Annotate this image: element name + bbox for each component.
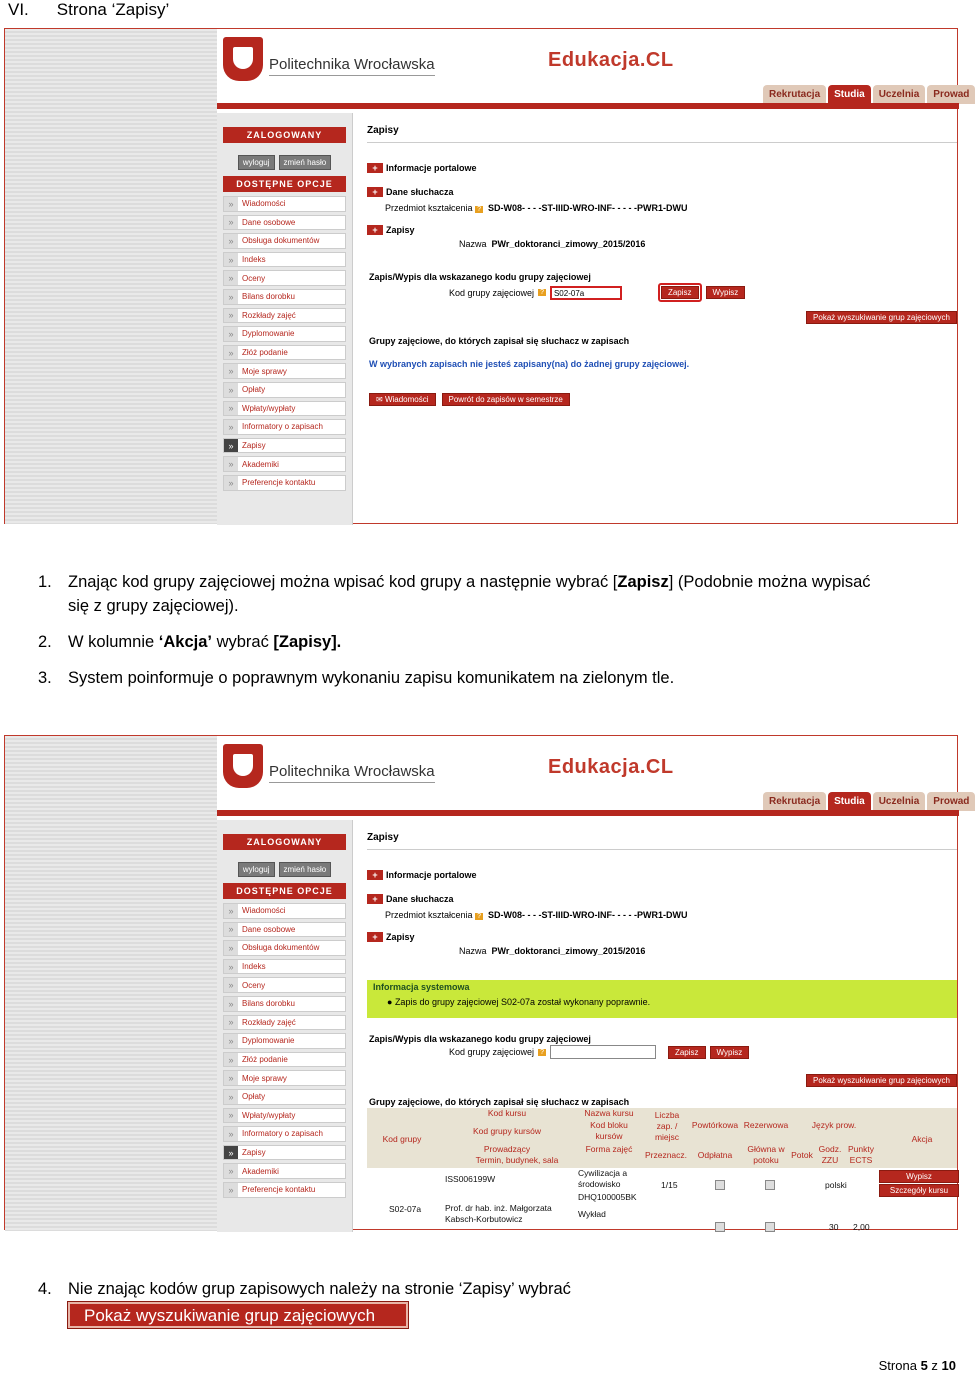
change-password-button[interactable]: zmień hasło xyxy=(279,862,332,877)
page-footer: Strona 5 z 10 xyxy=(878,1358,956,1373)
sidebar-item[interactable]: » Informatory o zapisach xyxy=(223,1126,346,1142)
th-punkty: Punkty ECTS xyxy=(848,1144,874,1165)
chevron-right-icon: » xyxy=(224,1183,238,1197)
current-page: 5 xyxy=(920,1358,928,1373)
page-title: Zapisy xyxy=(367,832,399,843)
show-search-link[interactable]: Pokaż wyszukiwanie grup zajęciowych xyxy=(806,311,957,324)
chevron-right-icon: » xyxy=(224,420,238,434)
sidebar-item[interactable]: » Akademiki xyxy=(223,1163,346,1179)
th-nazwa-kursu: Nazwa kursu xyxy=(584,1108,634,1118)
divider xyxy=(367,142,957,143)
tab-uczelnia[interactable]: Uczelnia xyxy=(873,85,926,104)
header-divider xyxy=(217,103,959,109)
code-row: Kod grupy zajęciowej ? S02-07a Zapisz Wypisz xyxy=(449,283,745,302)
td-prowadzacy: Prof. dr hab. inż. Małgorzata Kabsch-Korbutowicz xyxy=(445,1203,552,1224)
chevron-right-icon: » xyxy=(224,923,238,937)
change-password-button[interactable]: zmień hasło xyxy=(279,155,332,170)
plus-icon: + xyxy=(367,163,383,173)
groups-table-header xyxy=(367,1108,957,1168)
chevron-right-icon: » xyxy=(224,197,238,211)
help-icon: ? xyxy=(540,1048,544,1056)
plus-icon: + xyxy=(367,932,383,942)
wypisz-button[interactable]: Wypisz xyxy=(706,286,746,299)
step-1: 1. Znając kod grupy zajęciowej można wpisać kod grupy a następnie wybrać [Zapisz] (Podobnie można wypisać się z grupy zajęciowej). xyxy=(38,573,871,615)
step-3: 3. System poinformuje o poprawnym wykonaniu zapisu komunikatem na zielonym tle. xyxy=(38,669,675,687)
tab-rekrutacja[interactable]: Rekrutacja xyxy=(763,792,826,811)
options-header: DOSTĘPNE OPCJE xyxy=(223,883,346,899)
system-info-message: ● Zapis do grupy zajęciowej S02-07a został wykonany poprawnie. xyxy=(387,997,651,1007)
show-search-link[interactable]: Pokaż wyszukiwanie grup zajęciowych xyxy=(806,1074,957,1087)
help-icon: ? xyxy=(540,289,544,296)
program-row: Przedmiot kształcenia ? SD-W08- - - -ST-IIID-WRO-INF- - - - -PWR1-DWU xyxy=(385,910,688,920)
sidebar-item[interactable]: » Wiadomości xyxy=(223,196,346,212)
sidebar-item[interactable]: » Bilans dorobku xyxy=(223,996,346,1012)
sidebar-item[interactable]: » Oceny xyxy=(223,977,346,993)
left-pattern xyxy=(5,29,217,524)
portal-info-section[interactable]: + Informacje portalowe xyxy=(367,163,957,173)
sidebar-item[interactable]: » Wpłaty/wypłaty xyxy=(223,1108,346,1124)
chevron-right-icon: » xyxy=(224,1090,238,1104)
sidebar-item[interactable]: » Indeks xyxy=(223,252,346,268)
td-jezyk: polski xyxy=(825,1180,847,1190)
chevron-right-icon: » xyxy=(224,216,238,230)
system-info-title: Informacja systemowa xyxy=(373,982,470,992)
sidebar-item[interactable]: » Moje sprawy xyxy=(223,1070,346,1086)
section-heading xyxy=(8,0,169,20)
zapisz-highlight xyxy=(658,283,702,302)
crest-icon xyxy=(223,37,263,81)
tab-rekrutacja[interactable]: Rekrutacja xyxy=(763,85,826,104)
messages-button[interactable]: ✉ Wiadomości xyxy=(369,393,436,406)
sidebar-item[interactable]: » Dane osobowe xyxy=(223,215,346,231)
chevron-right-icon: » xyxy=(224,960,238,974)
sidebar xyxy=(217,820,353,1232)
code-row: Kod grupy zajęciowej ? Zapisz Wypisz xyxy=(449,1045,749,1059)
signup-title: Zapis/Wypis dla wskazanego kodu grupy zajęciowej xyxy=(369,1034,591,1044)
zapisz-button[interactable]: Zapisz xyxy=(661,286,699,299)
chevron-right-icon: » xyxy=(224,439,238,453)
group-code-input[interactable] xyxy=(550,1045,656,1059)
screenshot-zapisy-after xyxy=(4,735,970,1232)
sidebar-item[interactable]: » Preferencje kontaktu xyxy=(223,475,346,491)
chevron-right-icon: » xyxy=(224,1016,238,1030)
step-4: 4. Nie znając kodów grup zapisowych należy na stronie ‘Zapisy’ wybrać xyxy=(38,1280,571,1298)
name-row: Nazwa PWr_doktoranci_zimowy_2015/2016 xyxy=(459,946,646,956)
sidebar-item[interactable]: » Indeks xyxy=(223,959,346,975)
chevron-right-icon: » xyxy=(224,1164,238,1178)
show-search-big-button[interactable]: Pokaż wyszukiwanie grup zajęciowych xyxy=(68,1302,408,1328)
td-nazwa-kursu: Cywilizacja a środowisko xyxy=(578,1168,628,1189)
chevron-right-icon: » xyxy=(224,402,238,416)
main-content xyxy=(361,115,957,523)
th-przeznacz: Przeznacz. xyxy=(644,1150,688,1160)
th-kod-grupy-kursow: Kod grupy kursów xyxy=(472,1126,542,1136)
chevron-right-icon: » xyxy=(224,253,238,267)
chevron-right-icon: » xyxy=(224,234,238,248)
system-info-box xyxy=(367,980,957,1018)
chevron-right-icon: » xyxy=(224,346,238,360)
logout-button[interactable]: wyloguj xyxy=(238,155,275,170)
td-kod-kursu: ISS006199W xyxy=(445,1174,496,1184)
section-number: VI. xyxy=(8,0,29,19)
chevron-right-icon: » xyxy=(224,997,238,1011)
step-2: 2. W kolumnie ‘Akcja’ wybrać [Zapisy]. xyxy=(38,633,342,651)
sidebar-item-zapisy[interactable]: » Zapisy xyxy=(223,438,346,454)
header-divider xyxy=(217,810,959,816)
checkbox-powtorkowa xyxy=(715,1180,725,1190)
chevron-right-icon: » xyxy=(224,457,238,471)
options-header: DOSTĘPNE OPCJE xyxy=(223,176,346,192)
chevron-right-icon: » xyxy=(224,290,238,304)
sidebar-item[interactable]: » Dyplomowanie xyxy=(223,1033,346,1049)
chevron-right-icon: » xyxy=(224,476,238,490)
logout-button[interactable]: wyloguj xyxy=(238,862,275,877)
university-logo xyxy=(223,37,435,81)
back-button[interactable]: Powrót do zapisów w semestrze xyxy=(442,393,570,406)
td-kod-grupy: S02-07a xyxy=(389,1204,422,1214)
th-potok: Potok xyxy=(791,1150,813,1160)
td-godz: 30 xyxy=(829,1222,839,1232)
sidebar-item[interactable]: » Informatory o zapisach xyxy=(223,419,346,435)
th-rezerwowa: Rezerwowa xyxy=(743,1120,789,1130)
student-data-section[interactable]: + Dane słuchacza xyxy=(367,894,957,904)
section-title: Strona ‘Zapisy’ xyxy=(56,0,170,19)
divider xyxy=(367,849,957,850)
wypisz-row-button[interactable]: Wypisz xyxy=(879,1170,959,1183)
tab-prowad[interactable]: Prowad xyxy=(927,792,975,811)
chevron-right-icon: » xyxy=(224,327,238,341)
chevron-right-icon: » xyxy=(224,1109,238,1123)
sidebar-item[interactable]: » Moje sprawy xyxy=(223,363,346,379)
bottom-buttons xyxy=(369,393,570,406)
th-odplatna: Odpłatna xyxy=(697,1150,733,1160)
td-punkty: 2,00 xyxy=(853,1222,870,1232)
th-jezyk: Język prow. xyxy=(811,1120,857,1130)
portal-info-section[interactable]: + Informacje portalowe xyxy=(367,870,957,880)
sidebar-item[interactable]: » Wpłaty/wypłaty xyxy=(223,401,346,417)
th-glowna: Główna w potoku xyxy=(747,1144,785,1165)
student-data-section[interactable]: + Dane słuchacza xyxy=(367,187,957,197)
sidebar-item[interactable]: » Wiadomości xyxy=(223,903,346,919)
sidebar-item[interactable]: » Obsługa dokumentów xyxy=(223,940,346,956)
logged-header: ZALOGOWANY xyxy=(223,834,346,850)
brand-name: Edukacja.CL xyxy=(548,49,674,71)
help-icon: ? xyxy=(477,913,481,920)
help-icon: ? xyxy=(477,206,481,213)
no-groups-message: W wybranych zapisach nie jesteś zapisany(na) do żadnej grupy zajęciowej. xyxy=(369,359,690,369)
th-liczba: Liczba zap. / miejsc xyxy=(654,1110,680,1142)
chevron-right-icon: » xyxy=(224,271,238,285)
chevron-right-icon: » xyxy=(224,904,238,918)
th-kod-bloku: Kod bloku kursów xyxy=(590,1120,628,1141)
sidebar-item[interactable]: » Akademiki xyxy=(223,456,346,472)
zapisz-button[interactable]: Zapisz xyxy=(668,1046,706,1059)
th-akcja: Akcja xyxy=(911,1134,933,1144)
sidebar-item[interactable]: » Dane osobowe xyxy=(223,922,346,938)
th-kod-grupy: Kod grupy xyxy=(382,1134,422,1144)
top-tabs xyxy=(763,792,975,811)
wypisz-button[interactable]: Wypisz xyxy=(710,1046,750,1059)
th-termin: Termin, budynek, sala xyxy=(475,1155,559,1165)
sidebar-item[interactable]: » Opłaty xyxy=(223,1089,346,1105)
plus-icon: + xyxy=(367,870,383,880)
tab-prowad[interactable]: Prowad xyxy=(927,85,975,104)
screenshot-zapisy-before xyxy=(4,28,970,524)
th-powtorkowa: Powtórkowa xyxy=(691,1120,739,1130)
sidebar-item[interactable]: » Dyplomowanie xyxy=(223,326,346,342)
sidebar-item-zapisy[interactable]: » Zapisy xyxy=(223,1145,346,1161)
total-pages: 10 xyxy=(941,1358,956,1373)
bullet-icon: ● xyxy=(387,997,395,1007)
brand-name: Edukacja.CL xyxy=(548,756,674,778)
chevron-right-icon: » xyxy=(224,309,238,323)
zapisy-section[interactable]: + Zapisy xyxy=(367,932,415,942)
sidebar-item[interactable]: » Oceny xyxy=(223,270,346,286)
th-forma: Forma zajęć xyxy=(585,1144,633,1154)
top-tabs xyxy=(763,85,975,104)
left-pattern xyxy=(5,736,217,1231)
group-code-input[interactable]: S02-07a xyxy=(550,286,622,300)
sidebar-item[interactable]: » Rozkłady zajęć xyxy=(223,308,346,324)
name-row: Nazwa PWr_doktoranci_zimowy_2015/2016 xyxy=(459,239,646,249)
tab-studia[interactable]: Studia xyxy=(828,792,871,811)
envelope-icon: ✉ xyxy=(376,395,385,404)
main-content xyxy=(361,822,957,1232)
plus-icon: + xyxy=(367,894,383,904)
sidebar-item[interactable]: » Obsługa dokumentów xyxy=(223,233,346,249)
sidebar-item[interactable]: » Opłaty xyxy=(223,382,346,398)
sidebar-item[interactable]: » Bilans dorobku xyxy=(223,289,346,305)
university-name: Politechnika Wrocławska xyxy=(269,56,435,76)
chevron-right-icon: » xyxy=(224,1071,238,1085)
program-row: Przedmiot kształcenia ? SD-W08- - - -ST-IIID-WRO-INF- - - - -PWR1-DWU xyxy=(385,203,688,213)
chevron-right-icon: » xyxy=(224,1053,238,1067)
chevron-right-icon: » xyxy=(224,978,238,992)
checkbox-rezerwowa xyxy=(765,1180,775,1190)
sidebar-item[interactable]: » Rozkłady zajęć xyxy=(223,1015,346,1031)
groups-title: Grupy zajęciowe, do których zapisał się słuchacz w zapisach xyxy=(369,336,630,346)
th-prowadzacy: Prowadzący xyxy=(483,1144,531,1154)
university-logo xyxy=(223,744,435,788)
chevron-right-icon: » xyxy=(224,1127,238,1141)
university-name: Politechnika Wrocławska xyxy=(269,763,435,783)
crest-icon xyxy=(223,744,263,788)
th-godz: Godz. ZZU xyxy=(818,1144,842,1165)
logged-header: ZALOGOWANY xyxy=(223,127,346,143)
course-details-button[interactable]: Szczegóły kursu xyxy=(879,1184,959,1197)
td-liczba: 1/15 xyxy=(661,1180,678,1190)
tab-uczelnia[interactable]: Uczelnia xyxy=(873,792,926,811)
chevron-right-icon: » xyxy=(224,1034,238,1048)
plus-icon: + xyxy=(367,225,383,235)
td-kod-bloku: DHQ100005BK xyxy=(578,1192,637,1202)
groups-title: Grupy zajęciowe, do których zapisał się słuchacz w zapisach xyxy=(369,1097,630,1107)
checkbox-odplatna xyxy=(715,1222,725,1232)
sidebar-item[interactable]: » Złóż podanie xyxy=(223,345,346,361)
sidebar-item[interactable]: » Złóż podanie xyxy=(223,1052,346,1068)
plus-icon: + xyxy=(367,187,383,197)
sidebar-item[interactable]: » Preferencje kontaktu xyxy=(223,1182,346,1198)
sidebar xyxy=(217,113,353,525)
tab-studia[interactable]: Studia xyxy=(828,85,871,104)
chevron-right-icon: » xyxy=(224,1146,238,1160)
checkbox-glowna xyxy=(765,1222,775,1232)
td-forma: Wykład xyxy=(578,1209,606,1219)
chevron-right-icon: » xyxy=(224,941,238,955)
th-kod-kursu: Kod kursu xyxy=(487,1108,527,1118)
chevron-right-icon: » xyxy=(224,364,238,378)
signup-title: Zapis/Wypis dla wskazanego kodu grupy zajęciowej xyxy=(369,272,591,282)
chevron-right-icon: » xyxy=(224,383,238,397)
zapisy-section[interactable]: + Zapisy xyxy=(367,225,415,235)
page-title: Zapisy xyxy=(367,125,399,136)
